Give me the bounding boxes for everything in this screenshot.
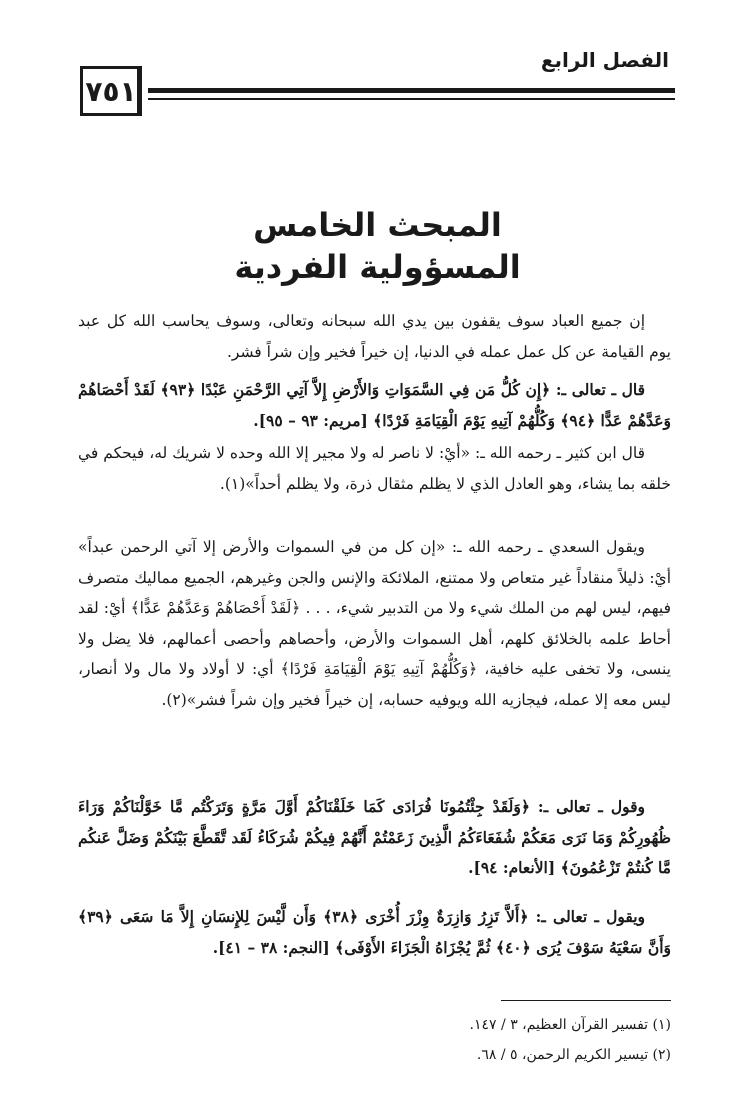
- paragraph-text: قال ـ تعالى ـ: ﴿إِن كُلُّ مَن فِي السَّمَوَاتِ وَالأَرْضِ إِلاَّ آتِي الرَّحْمَنِ عَبْدًا ﴿٩٣﴾ لَقَدْ أَحْصَاهُمْ وَعَدَّهُمْ عَدًّا ﴿٩٤﴾ وَكُلُّهُمْ آتِيهِ يَوْمَ الْقِيَامَةِ فَرْدًا﴾ [مريم: ٩٣ – ٩٥].: [78, 380, 671, 430]
- chapter-title: الفصل الرابع: [540, 48, 669, 72]
- paragraph-saadi: [78, 532, 671, 715]
- paragraph-text: ويقول ـ تعالى ـ: ﴿أَلاَّ تَزِرُ وَازِرَةٌ وِزْرَ أُخْرَى ﴿٣٨﴾ وَأَن لَّيْسَ لِلإِنسَانِ إِلاَّ مَا سَعَى ﴿٣٩﴾ وَأَنَّ سَعْيَهُ سَوْفَ يُرَى ﴿٤٠﴾ ثُمَّ يُجْزَاهُ الْجَزَاءَ الأَوْفَى﴾ [النجم: ٣٨ – ٤١].: [78, 907, 671, 957]
- paragraph-text: ويقول السعدي ـ رحمه الله ـ: «إن كل من في السموات والأرض إلا آتي الرحمن عبداً» أيْ: ذليلاً منقاداً غير متعاص ولا ممتنع، الملائكة والإنس والجن وغيرهم، الجميع مماليك متصرف فيهم، ليس لهم من الملك شيء ولا من التدبير شيء، . . . ﴿لَقَدْ أَحْصَاهُمْ وَعَدَّهُمْ عَدًّا﴾ أيْ: لقد أحاط علمه بالخلائق كلهم، أهل السموات والأرض، وأحصاهم وأحصى أعمالهم، فلا يضل ولا ينسى، ولا تخفى عليه خافية، ﴿وَكُلُّهُمْ آتِيهِ يَوْمَ الْقِيَامَةِ فَرْدًا﴾ أي: لا أولاد ولا مال ولا أنصار، ليس معه إلا عمله، فيجازيه الله ويوفيه حسابه، إن خيراً فخير وإن شراً فشر»(٢).: [78, 538, 671, 709]
- paragraph-ibn-kathir: [78, 438, 671, 499]
- paragraph-quran-anam: [78, 792, 671, 884]
- paragraph-text: وقول ـ تعالى ـ: ﴿وَلَقَدْ جِئْتُمُونَا فُرَادَى كَمَا خَلَقْنَاكُمْ أَوَّلَ مَرَّةٍ وَتَرَكْتُم مَّا خَوَّلْنَاكُمْ وَرَاءَ ظُهُورِكُمْ وَمَا نَرَى مَعَكُمْ شُفَعَاءَكُمُ الَّذِينَ زَعَمْتُمْ أَنَّهُمْ فِيكُمْ شُرَكَاءُ لَقَد تَّقَطَّعَ بَيْنَكُمْ وَضَلَّ عَنكُم مَّا كُنتُمْ تَزْعُمُونَ﴾ [الأنعام: ٩٤].: [78, 797, 671, 877]
- footnote-separator: [501, 1000, 671, 1001]
- footnote-1: (١) تفسير القرآن العظيم، ٣ / ١٤٧.: [469, 1017, 671, 1033]
- paragraph-quran-najm: [78, 902, 671, 963]
- paragraph-quran-maryam: [78, 375, 671, 436]
- header-rule-thin: [148, 98, 675, 100]
- paragraph-text: قال ابن كثير ـ رحمه الله ـ: «أيْ: لا ناصر له ولا مجير إلا الله وحده لا شريك له، فيحكم في خلقه بما يشاء، وهو العادل الذي لا يظلم مثقال ذرة، ولا يظلم أحداً»(١).: [78, 444, 671, 493]
- footnote-2: (٢) تيسير الكريم الرحمن، ٥ / ٦٨.: [476, 1047, 671, 1063]
- page-number-frame: [137, 66, 146, 116]
- section-subtitle: المسؤولية الفردية: [234, 248, 521, 286]
- header-rule: [148, 88, 675, 93]
- paragraph-intro: [78, 306, 671, 367]
- page-number: ٧٥١: [80, 66, 142, 116]
- section-title: المبحث الخامس: [253, 206, 502, 244]
- paragraph-text: إن جميع العباد سوف يقفون بين يدي الله سبحانه وتعالى، وسوف يحاسب الله كل عبد يوم القيامة عن كل عمل عمله في الدنيا، إن خيراً فخير وإن شراً فشر.: [78, 312, 671, 361]
- footnotes: [78, 1010, 671, 1070]
